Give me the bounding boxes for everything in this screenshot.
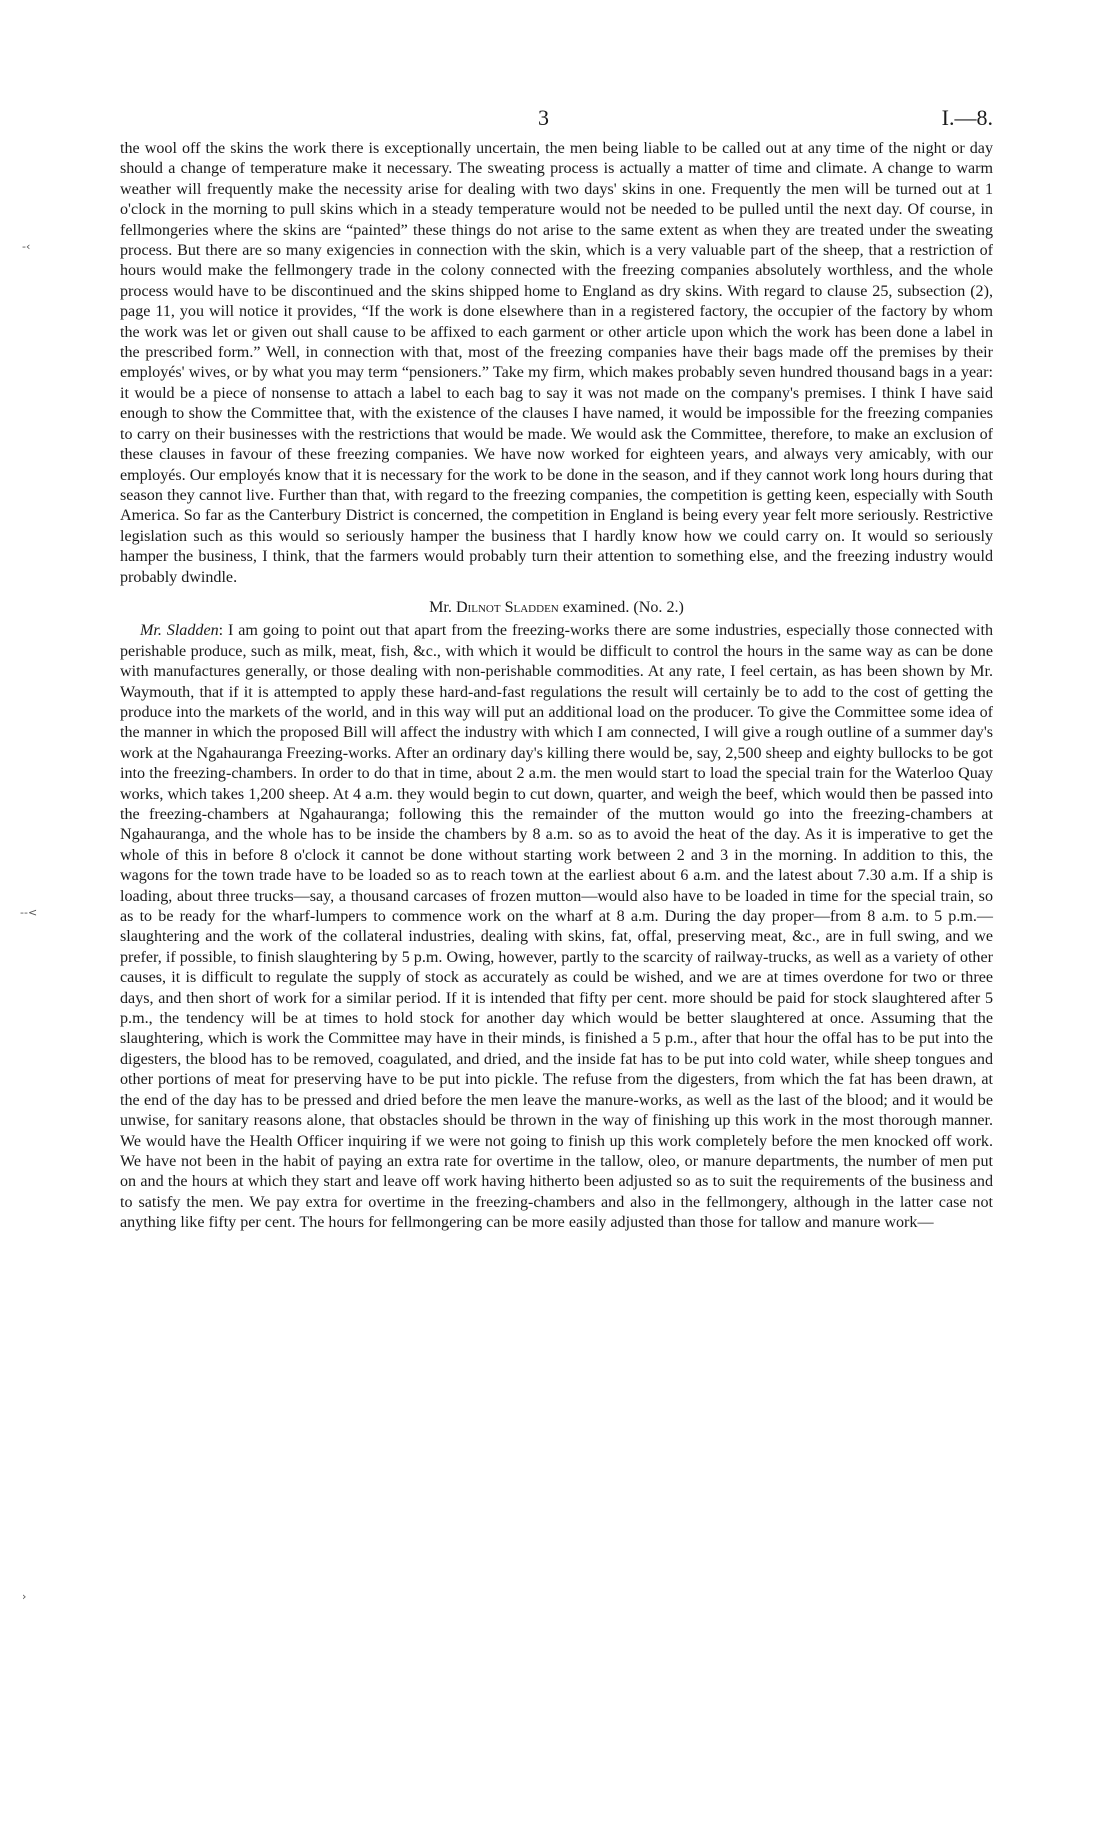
witness-name: Dilnot Sladden: [455, 598, 559, 616]
margin-mark-middle: --<: [20, 906, 38, 919]
speaker-name: Mr. Sladden: [140, 622, 219, 640]
heading-suffix: examined. (No. 2.): [558, 598, 684, 616]
margin-mark-top: -‹: [22, 240, 31, 253]
paragraph-testimony: [120, 621, 993, 1233]
heading-prefix: Mr.: [429, 598, 456, 616]
paragraph-continued: the wool off the skins the work there is exceptionally uncertain, the men being liable to be called out at any time of the night or day should a change of temperature make it necessary. The sweating process is actually a matter of time and climate. A change to warm weather will frequently make the necessity arise for dealing with two days' skins in one. Frequently the men will be turned out at 1 o'clock in the morning to pull skins which in a steady temperature would not be needed to be pulled until the next day. Of course, in fellmongeries where the skins are “painted” these things do not arise to the same extent as when they are treated under the sweating process. But there are so many exigencies in connection with the skin, which is a very valuable part of the sheep, that a restriction of hours would make the fellmongery trade in the colony connected with the freezing companies absolutely worthless, and the whole process would have to be discontinued and the skins shipped home to England as dry skins. With regard to clause 25, subsection (2), page 11, you will notice it provides, “If the work is done elsewhere than in a registered factory, the occupier of the factory by whom the work was let or given out shall cause to be affixed to each garment or other article upon which the work has been done a label in the prescribed form.” Well, in connection with that, most of the freezing companies have their bags made off the premises by their employés' wives, or by what you may term “pensioners.” Take my firm, which makes probably seven hundred thousand bags in a year: it would be a piece of nonsense to attach a label to each bag to say it was not made on the company's premises. I think I have said enough to show the Committee that, with the existence of the clauses I have named, it would be impossible for the freezing companies to carry on their businesses with the restrictions that would be made. We would ask the Committee, therefore, to make an exclusion of these clauses in favour of these freezing companies. We have now worked for eighteen years, and always very amicably, with our employés. Our employés know that it is necessary for the work to be done in the season, and if they cannot work long hours during that season they cannot live. Further than that, with regard to the freezing companies, the competition is getting keen, especially with South America. So far as the Canterbury District is concerned, the competition in England is being every year felt more seriously. Restrictive legislation such as this would so seriously hamper the business that I hardly know how we could carry on. It would so seriously hamper the business, I think, that the farmers would probably turn their attention to something else, and the freezing industry would probably dwindle.: [120, 140, 993, 586]
document-reference: I.—8.: [941, 105, 993, 130]
margin-mark-bottom: ›: [22, 1590, 27, 1603]
document-page: [120, 105, 993, 1234]
page-header: [120, 105, 993, 139]
page-number: 3: [538, 105, 549, 130]
testimony-text: : I am going to point out that apart from the freezing-works there are some industries, especially those connected with perishable produce, such as milk, meat, fish, &c., with which it would be difficult to control the hours in the same way as can be done with manufactures generally, or those dealing with non-perishable commodities. At any rate, I feel certain, as has been shown by Mr. Waymouth, that if it is attempted to apply these hard-and-fast regulations the result will certainly be to add to the cost of getting the produce into the markets of the world, and in this way will put an additional load on the producer. To give the Committee some idea of the manner in which the proposed Bill will affect the industry with which I am connected, I will give a rough outline of a summer day's work at the Ngahauranga Freezing-works. After an ordinary day's killing there would be, say, 2,500 sheep and eighty bullocks to be got into the freezing-chambers. In order to do that in time, about 2 a.m. the men would start to load the special train for the Waterloo Quay works, which takes 1,200 sheep. At 4 a.m. they would begin to cut down, quarter, and weigh the beef, which would then be passed into the freezing-chambers at Ngahauranga; following this the remainder of the mutton would go into the freezing-chambers at Ngahauranga, and the whole has to be inside the chambers by 8 a.m. so as to avoid the heat of the day. As it is imperative to get the whole of this in before 8 o'clock it cannot be done without starting work between 2 and 3 in the morning. In addition to this, the wagons for the town trade have to be loaded so as to reach town at the earliest about 6 a.m. and the latest about 7.30 a.m. If a ship is loading, about three trucks—say, a thousand carcases of frozen mutton—would also have to be loaded in time for the special train, so as to be ready for the wharf-lumpers to commence work on the wharf at 8 a.m. During the day proper—from 8 a.m. to 5 p.m.—slaughtering and the work of the collateral industries, dealing with skins, fat, offal, preserving meat, &c., are in full swing, and we prefer, if possible, to finish slaughtering by 5 p.m. Owing, however, partly to the scarcity of railway-trucks, as well as a variety of other causes, it is difficult to regulate the supply of stock as accurately as could be wished, and we are at times overdone for two or three days, and then short of work for a similar period. If it is intended that fifty per cent. more should be paid for stock slaughtered after 5 p.m., the tendency will be at times to hold stock for another day which would be better slaughtered at once. Assuming that the slaughtering, which is work the Committee may have in their minds, is finished a 5 p.m., after that hour the offal has to be put into the digesters, the blood has to be removed, coagulated, and dried, and the inside fat has to be put into cold water, while sheep tongues and other portions of meat for preserving have to be put into pickle. The refuse from the digesters, from which the fat has been drawn, at the end of the day has to be pressed and dried before the men leave the manure-works, as well as the last of the blood; and it would be unwise, for sanitary reasons alone, that obstacles should be thrown in the way of finishing up this work in the most thorough manner. We would have the Health Officer inquiring if we were not going to finish up this work completely before the men knocked off work. We have not been in the habit of paying an extra rate for overtime in the tallow, oleo, or manure departments, the number of men put on and the hours at which they start and leave off work having hitherto been adjusted so as to suit the requirements of the business and to satisfy the men. We pay extra for overtime in the freezing-chambers and also in the fellmongery, although in the latter case not anything like fifty per cent. The hours for fellmongering can be more easily adjusted than those for tallow and manure work—: [120, 622, 994, 1232]
section-heading: [120, 598, 993, 618]
